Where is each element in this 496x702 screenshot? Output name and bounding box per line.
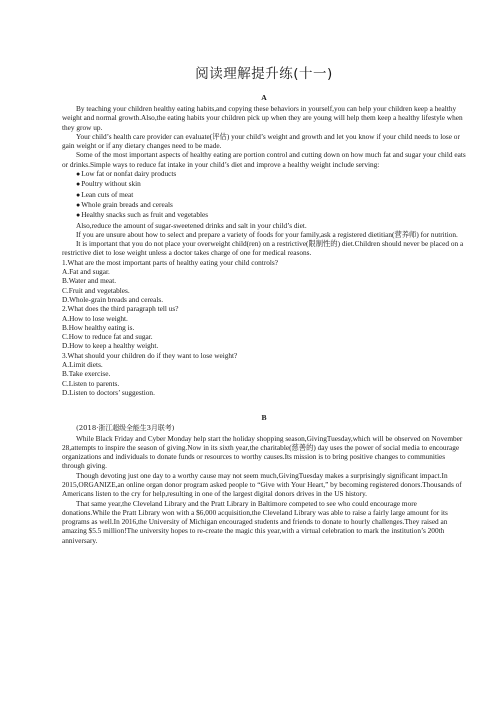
question-option: A.Limit diets. <box>62 360 103 370</box>
section-b-paragraph: Though devoting just one day to a worthy cause may not seem much,GivingTuesday makes a surprisingly significant impact.In 2015,ORGANIZE,an online organ donor program asked people to “Give with Your Heart,” by becoming registered donors.Thousands of Americans listen to the cry for help,resulting in one of the largest digital donors drives in the US history. <box>62 470 462 499</box>
question-option: C.How to reduce fat and sugar. <box>62 332 153 342</box>
question-option: B.Take exercise. <box>62 369 111 379</box>
question-option: D.Listen to doctors’ suggestion. <box>62 387 155 397</box>
section-b-paragraph: That same year,the Cleveland Library and the Pratt Library in Baltimore competed to see who could encourage more donations.While the Pratt Library won with a $6,000 acquisition,the Cleveland Library was able to raise a fairly large amount for its programs as well.In 2016,the University of Michigan encouraged students and friends to donate to hourly challenges.They raised an amazing $5.5 million!The university hopes to re-create the magic this year,with a virtual celebration to mark the institution’s 200th anniversary. <box>62 498 448 545</box>
source-note: (2018·浙江超级全能生3月联考) <box>76 424 175 433</box>
section-a-paragraph: If you are unsure about how to select and prepare a variety of foods for your family,ask a registered dietitian(营养师) for nutrition. <box>76 229 458 239</box>
question-option: C.Listen to parents. <box>62 378 120 388</box>
bullet-item: ● Lean cuts of meat <box>62 190 466 200</box>
bullet-item: ● Whole grain breads and cereals <box>62 200 466 210</box>
bullet-item: ● Low fat or nonfat dairy products <box>62 169 466 179</box>
question-option: B.Water and meat. <box>62 276 117 286</box>
section-a-paragraph: By teaching your children healthy eating habits,and copying these behaviors in yourself,you can help your children keep a healthy weight and normal growth.Also,the eating habits your children pick up when they are young will help them keep a healthy lifestyle when they grow up. <box>62 104 463 132</box>
question-option: D.Whole-grain breads and cereals. <box>62 294 164 304</box>
bullet-item: ● Poultry without skin <box>62 179 466 189</box>
section-b-label: B <box>261 413 267 423</box>
section-a-label: A <box>261 93 267 102</box>
question-stem: 2.What does the third paragraph tell us? <box>62 304 179 314</box>
question-stem: 1.What are the most important parts of healthy eating your child controls? <box>62 257 279 267</box>
section-a-paragraph: It is important that you do not place your overweight child(ren) on a restrictive(限制性的) diet.Children should never be placed on a restrictive diet to lose weight unless a doctor takes charge of one for medical reasons. <box>62 239 464 258</box>
question-option: C.Fruit and vegetables. <box>62 285 130 295</box>
question-option: A.How to lose weight. <box>62 313 128 323</box>
question-option: D.How to keep a healthy weight. <box>62 341 159 351</box>
section-a-paragraph: Also,reduce the amount of sugar-sweetened drinks and salt in your child’s diet. <box>76 220 307 230</box>
question-option: B.How healthy eating is. <box>62 322 135 332</box>
section-b-paragraph: While Black Friday and Cyber Monday help start the holiday shopping season,GivingTuesday,which will be observed on November 28,attempts to inspire the season of giving.Now in its sixth year,the charitable(慈善的) day uses the power of social media to encourage organizations and individuals to donate funds or resources to worthy causes.Its mission is to bring positive changes to communities through giving. <box>62 433 463 471</box>
bullet-item: ● Healthy snacks such as fruit and vegetables <box>62 210 466 220</box>
page-title: 阅读理解提升练(十一) <box>195 66 333 82</box>
question-option: A.Fat and sugar. <box>62 267 110 277</box>
section-a-paragraph: Your child’s health care provider can evaluate(评估) your child’s weight and growth and let you know if your child needs to lose or gain weight or if any dietary changes need to be made. <box>62 131 460 151</box>
section-a-paragraph: Some of the most important aspects of healthy eating are portion control and cutting down on how much fat and sugar your child eats or drinks.Simple ways to reduce fat intake in your child’s diet and improve a healthy weight include serving: <box>62 150 466 169</box>
question-stem: 3.What should your children do if they want to lose weight? <box>62 350 238 360</box>
